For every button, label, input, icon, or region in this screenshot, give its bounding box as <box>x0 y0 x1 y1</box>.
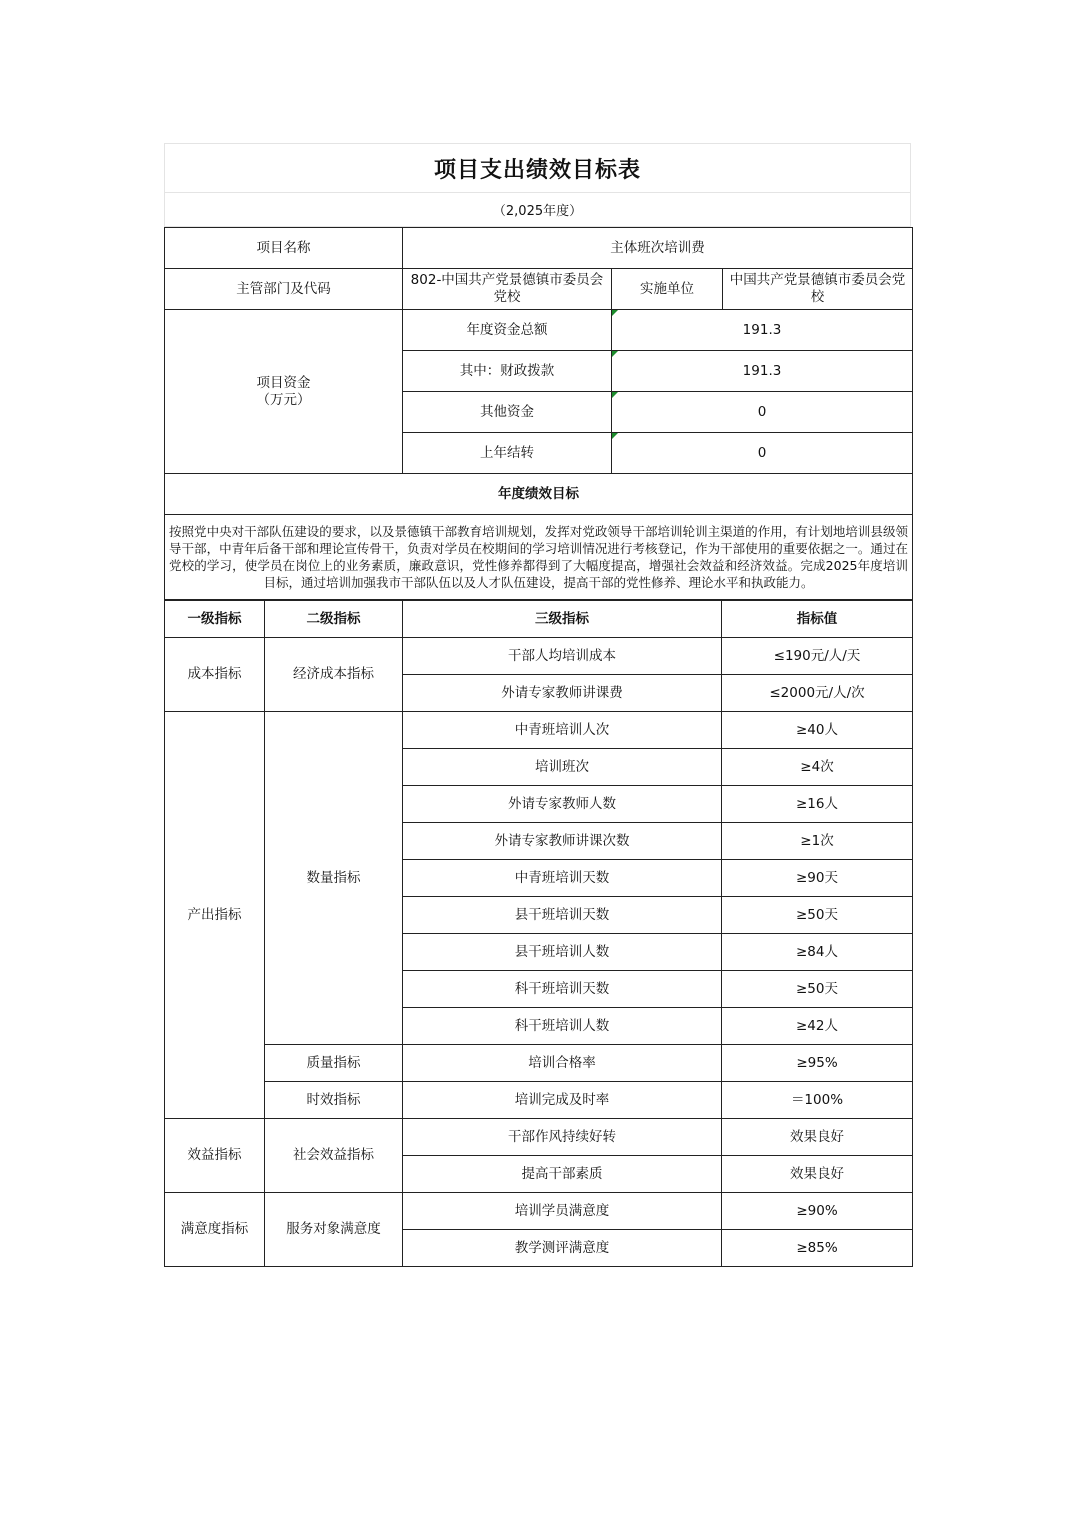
indicator-table <box>164 600 913 1267</box>
level2-cell: 时效指标 <box>265 1082 403 1119</box>
unit-label: 实施单位 <box>612 269 723 310</box>
indicator-name: 培训合格率 <box>403 1045 722 1082</box>
dept-label: 主管部门及代码 <box>165 269 403 310</box>
indicator-value: 效果良好 <box>722 1156 913 1193</box>
indicator-value: ≤190元/人/天 <box>722 638 913 675</box>
header-level3: 三级指标 <box>403 601 722 638</box>
level2-cell: 服务对象满意度 <box>265 1193 403 1267</box>
funds-label-line2: （万元） <box>256 391 311 408</box>
funds-item-label: 其他资金 <box>403 392 612 433</box>
indicator-name: 干部人均培训成本 <box>403 638 722 675</box>
indicator-value: ≤2000元/人/次 <box>722 675 913 712</box>
indicator-value: ≥50天 <box>722 897 913 934</box>
indicator-name: 教学测评满意度 <box>403 1230 722 1267</box>
funds-label <box>165 310 403 474</box>
indicator-value: ≥95% <box>722 1045 913 1082</box>
indicator-name: 干部作风持续好转 <box>403 1119 722 1156</box>
project-info-table <box>164 227 913 600</box>
indicator-value: ≥90% <box>722 1193 913 1230</box>
funds-item-value: 191.3 <box>612 310 913 351</box>
project-name-label: 项目名称 <box>165 228 403 269</box>
indicator-name: 培训完成及时率 <box>403 1082 722 1119</box>
indicator-value: ≥85% <box>722 1230 913 1267</box>
table-row <box>165 638 913 675</box>
table-row <box>165 1082 913 1119</box>
indicator-value: ≥84人 <box>722 934 913 971</box>
indicator-name: 外请专家教师讲课费 <box>403 675 722 712</box>
indicator-name: 提高干部素质 <box>403 1156 722 1193</box>
indicator-value: ≥16人 <box>722 786 913 823</box>
fiscal-year: （2,025年度） <box>164 192 911 227</box>
indicator-name: 中青班培训人次 <box>403 712 722 749</box>
dept-value: 802-中国共产党景德镇市委员会党校 <box>403 269 612 310</box>
indicator-name: 县干班培训人数 <box>403 934 722 971</box>
indicator-name: 科干班培训天数 <box>403 971 722 1008</box>
funds-item-label: 上年结转 <box>403 433 612 474</box>
level1-cell: 效益指标 <box>165 1119 265 1193</box>
header-level2: 二级指标 <box>265 601 403 638</box>
page-title: 项目支出绩效目标表 <box>164 143 911 192</box>
level2-cell: 质量指标 <box>265 1045 403 1082</box>
indicator-value: 效果良好 <box>722 1119 913 1156</box>
table-row <box>165 1193 913 1230</box>
annual-goal-text-row <box>165 515 913 600</box>
indicator-value: ≥42人 <box>722 1008 913 1045</box>
table-row <box>165 712 913 749</box>
indicator-value: ≥1次 <box>722 823 913 860</box>
funds-label-line1: 项目资金 <box>256 374 311 391</box>
indicator-value: ≥4次 <box>722 749 913 786</box>
performance-target-sheet <box>164 143 911 1267</box>
unit-value: 中国共产党景德镇市委员会党校 <box>723 269 913 310</box>
indicator-value: ≥90天 <box>722 860 913 897</box>
indicator-name: 培训班次 <box>403 749 722 786</box>
funds-item-value: 0 <box>612 433 913 474</box>
table-row <box>165 1045 913 1082</box>
indicator-header-row <box>165 601 913 638</box>
dept-row <box>165 269 913 310</box>
header-level1: 一级指标 <box>165 601 265 638</box>
level1-cell: 成本指标 <box>165 638 265 712</box>
indicator-value: ＝100% <box>722 1082 913 1119</box>
indicator-name: 外请专家教师讲课次数 <box>403 823 722 860</box>
funds-item-value: 0 <box>612 392 913 433</box>
level2-cell: 经济成本指标 <box>265 638 403 712</box>
funds-item-label: 年度资金总额 <box>403 310 612 351</box>
level1-cell: 产出指标 <box>165 712 265 1119</box>
project-name-row <box>165 228 913 269</box>
indicator-value: ≥50天 <box>722 971 913 1008</box>
funds-row <box>165 310 913 351</box>
annual-goal-text: 按照党中央对干部队伍建设的要求，以及景德镇干部教育培训规划，发挥对党政领导干部培训轮训主渠道的作用，有计划地培训县级领导干部，中青年后备干部和理论宣传骨干，负责对学员在校期间的学习培训情况进行考核登记，作为干部使用的重要依据之一。通过在党校的学习，使学员在岗位上的业务素质，廉政意识，党性修养都得到了大幅度提高，增强社会效益和经济效益。完成2025年度培训目标，通过培训加强我市干部队伍以及人才队伍建设，提高干部的党性修养、理论水平和执政能力。 <box>165 515 913 600</box>
indicator-name: 县干班培训天数 <box>403 897 722 934</box>
indicator-name: 培训学员满意度 <box>403 1193 722 1230</box>
indicator-name: 外请专家教师人数 <box>403 786 722 823</box>
indicator-name: 科干班培训人数 <box>403 1008 722 1045</box>
table-row <box>165 1119 913 1156</box>
level1-cell: 满意度指标 <box>165 1193 265 1267</box>
annual-goal-heading: 年度绩效目标 <box>165 474 913 515</box>
annual-goal-heading-row <box>165 474 913 515</box>
level2-cell: 社会效益指标 <box>265 1119 403 1193</box>
header-value: 指标值 <box>722 601 913 638</box>
level2-cell: 数量指标 <box>265 712 403 1045</box>
funds-item-value: 191.3 <box>612 351 913 392</box>
indicator-value: ≥40人 <box>722 712 913 749</box>
project-name-value: 主体班次培训费 <box>403 228 913 269</box>
funds-item-label: 其中：财政拨款 <box>403 351 612 392</box>
indicator-name: 中青班培训天数 <box>403 860 722 897</box>
